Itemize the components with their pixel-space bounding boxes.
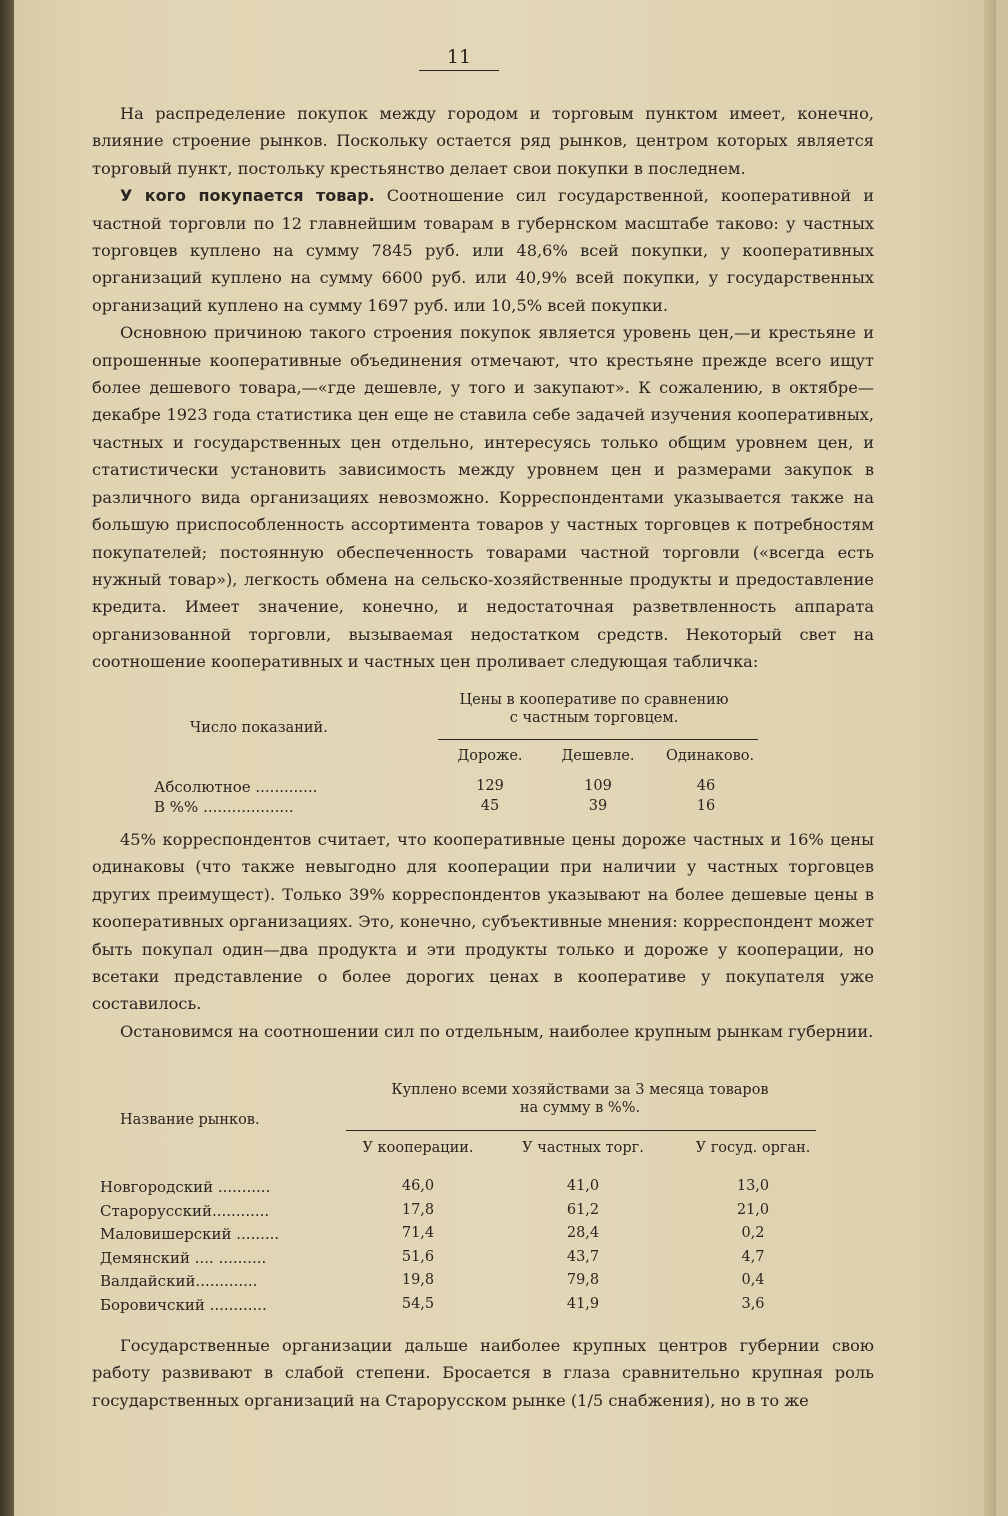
table-cell: 54,5	[401, 1295, 435, 1312]
table-column-header: Дешевле.	[561, 748, 635, 764]
table-cell: 109	[584, 778, 612, 794]
table-row-header: Название рынков.	[120, 1112, 260, 1128]
table-row-label: Боровичский ............	[100, 1295, 267, 1314]
table-column-header: У кооперации.	[362, 1140, 474, 1156]
table-column-header: Одинаково.	[666, 748, 755, 764]
table-group-header: на сумму в %%.	[519, 1100, 641, 1116]
paragraph: 45% корреспондентов считает, что кооперативные цены дороже частных и 16% цены одинаковы (что также невыгодно для кооперации при наличии у частных торговцев других преимущест). Только 39% корреспондентов указывают на более дешевые цены в кооперативных организациях. Это, конечно, субъективные мнения: корреспондент может быть покупал один—два продукта и эти продукты только и дороже у кооперации, но всетаки представление о более дорогих ценах в кооперативе у покупателя уже составилось.	[92, 830, 874, 1014]
book-spine-shadow	[0, 0, 14, 1516]
table-cell: 21,0	[736, 1201, 770, 1218]
table-row-header: Число показаний.	[190, 720, 328, 736]
table-row-label: В %% ...................	[154, 798, 294, 816]
table-cell: 0,4	[741, 1272, 765, 1288]
table-group-header: с частным торговцем.	[509, 710, 679, 726]
table-column-header: Дороже.	[457, 748, 523, 764]
paragraph: У кого покупается товар. Соотношение сил государственной, кооперативной и частной торговли по 12 главнейшим товарам в губернском масштабе таково: у частных торговцев куплено на сумму 7845 руб. или 48,6% всей покупки, у кооперативных организаций куплено на сумму 6600 руб. или 40,9% всей покупки, у государственных организаций куплено на сумму 1697 руб. или 10,5% всей покупки.	[92, 186, 874, 315]
table-cell: 3,6	[741, 1295, 765, 1312]
table-cell: 39	[588, 798, 608, 814]
table-row-label: Новгородский ...........	[100, 1178, 271, 1196]
table-cell: 46	[696, 778, 716, 794]
text-block-3	[92, 1332, 874, 1414]
table-cell: 71,4	[401, 1225, 435, 1241]
text-block-1	[92, 100, 874, 676]
table-row-label: Абсолютное .............	[154, 778, 318, 796]
table-cell: 13,0	[736, 1178, 770, 1194]
table-cell: 129	[476, 778, 504, 794]
table-cell: 45	[480, 798, 500, 814]
table-cell: 16	[696, 798, 716, 814]
paragraph: Остановимся на соотношении сил по отдельным, наиболее крупным рынкам губернии.	[120, 1021, 874, 1041]
table-cell: 41,0	[566, 1178, 600, 1194]
table-rule	[438, 739, 758, 740]
table-group-header: Куплено всеми хозяйствами за 3 месяца товаров	[391, 1082, 769, 1098]
page-number: 11	[419, 46, 499, 71]
table-row-label: Старорусский............	[100, 1201, 270, 1220]
paragraph: Основною причиною такого строения покупок является уровень цен,—и крестьяне и опрошенные кооперативные объединения отмечают, что крестьяне прежде всего ищут более дешевого товара,—«где дешевле, у того и закупают». К сожалению, в октябре—декабре 1923 года статистика цен еще не ставила себе задачей изучения кооперативных, частных и государственных цен отдельно, интересуясь только общим уровнем цен, и статистически установить зависимость между уровнем цен и размерами закупок в различного вида организациях невозможно. Корреспондентами указывается также на большую приспособленность ассортимента товаров у частных торговцев к потребностям покупателей; постоянную обеспеченность товарами частной торговли («всегда есть нужный товар»), легкость обмена на сельско-хозяйственные продукты и предоставление кредита. Имеет значение, конечно, и недостаточная разветвленность аппарата организованной торговли, вызываемая недостатком средств. Некоторый свет на соотношение кооперативных и частных цен проливает следующая табличка:	[92, 323, 874, 672]
table-column-header: У частных торг.	[522, 1140, 644, 1156]
paragraph: Государственные организации дальше наиболее крупных центров губернии свою работу развивают в слабой степени. Бросается в глаза сравнительно крупная роль государственных организаций на Старорусском рынке (1/5 снабжения), но в то же	[92, 1336, 874, 1410]
table-row-label: Демянский .... ..........	[100, 1248, 267, 1267]
table-cell: 46,0	[401, 1178, 435, 1194]
table-rule	[346, 1130, 816, 1131]
table-cell: 0,2	[741, 1225, 765, 1241]
table-cell: 43,7	[566, 1248, 600, 1265]
table-column-header: У госуд. орган.	[695, 1140, 811, 1156]
document-page	[14, 0, 996, 1516]
table-cell: 41,9	[566, 1295, 600, 1312]
page-edge	[984, 0, 996, 1516]
table-cell: 19,8	[401, 1272, 435, 1288]
table-cell: 51,6	[401, 1248, 435, 1265]
table-cell: 61,2	[566, 1201, 600, 1218]
table-cell: 17,8	[401, 1201, 435, 1218]
table-cell: 28,4	[566, 1225, 600, 1241]
table-row-label: Валдайский.............	[100, 1272, 258, 1290]
table-group-header: Цены в кооперативе по сравнению	[459, 692, 729, 708]
table-cell: 79,8	[566, 1272, 600, 1288]
text-block-2	[92, 826, 874, 1045]
table-row-label: Маловишерский .........	[100, 1225, 280, 1243]
table-cell: 4,7	[741, 1248, 765, 1265]
paragraph: На распределение покупок между городом и торговым пунктом имеет, конечно, влияние строение рынков. Поскольку остается ряд рынков, центром которых является торговый пункт, постольку крестьянство делает свои покупки в последнем.	[92, 104, 874, 178]
section-heading: У кого покупается товар.	[120, 186, 375, 206]
